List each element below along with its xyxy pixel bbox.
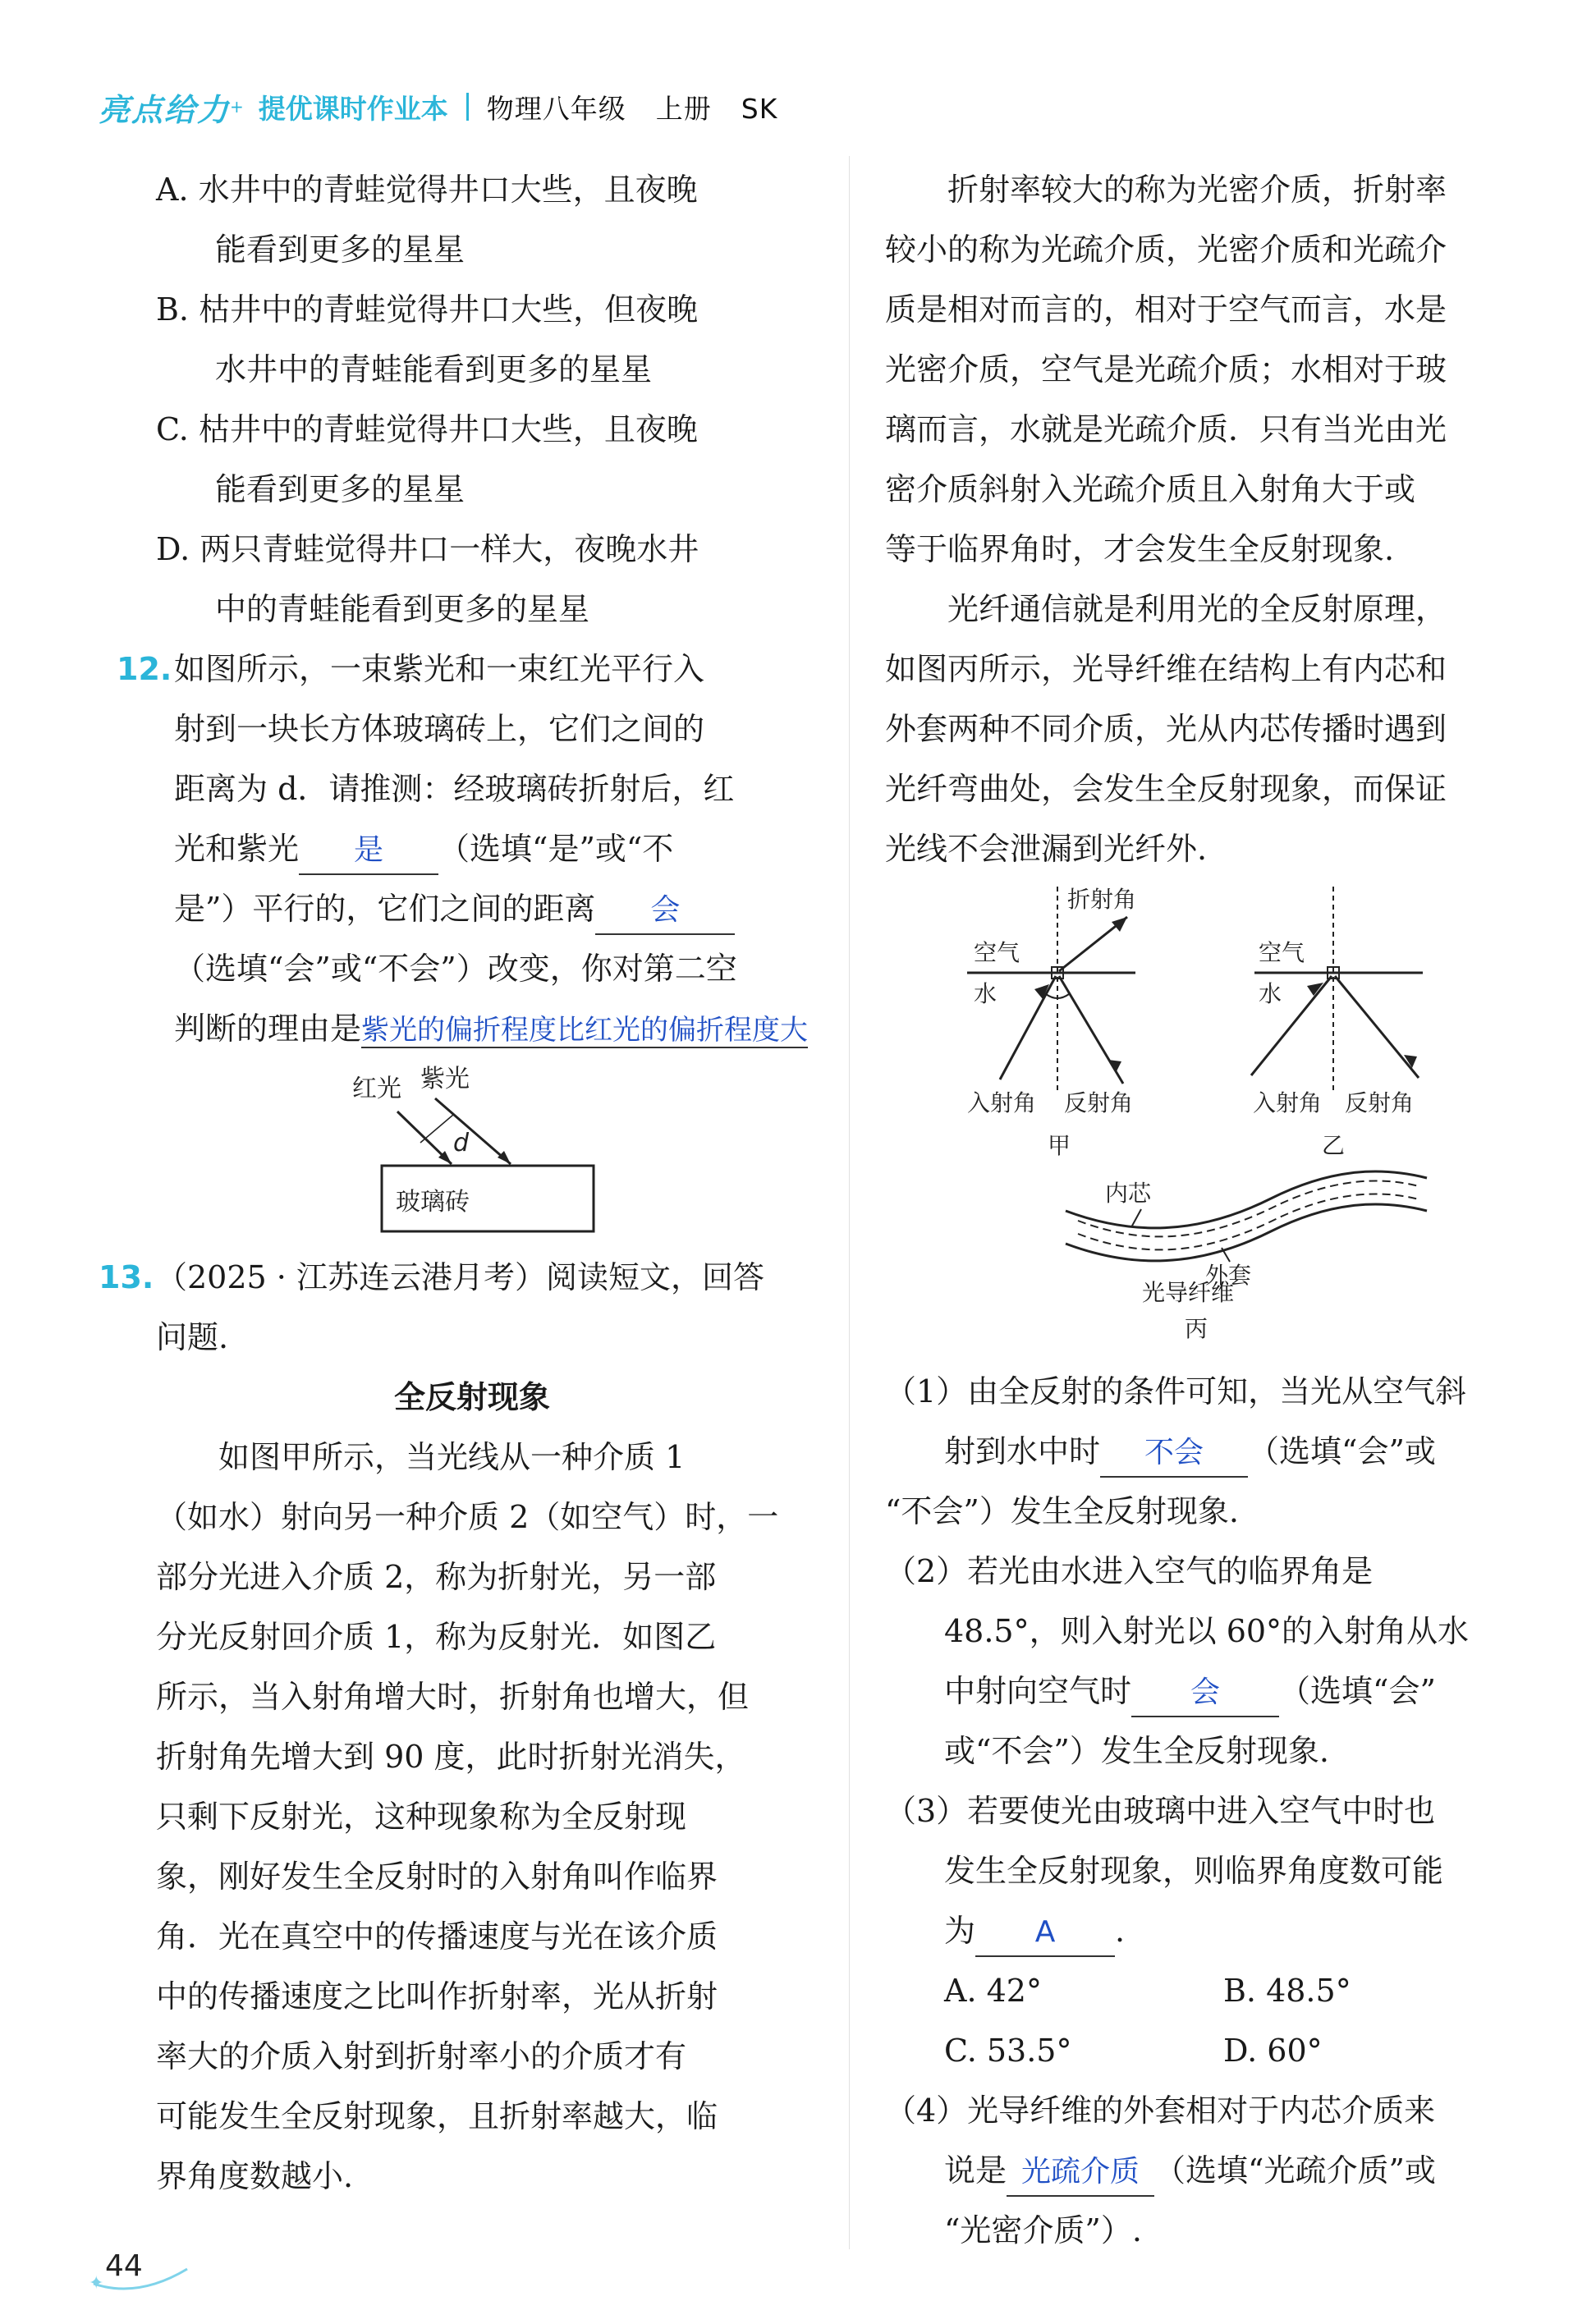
jia-incident-ray — [1000, 976, 1056, 1079]
bing-caption: 丙 — [1185, 1315, 1208, 1342]
p2-line: 质是相对而言的，相对于空气而言，水是 — [885, 291, 1447, 328]
p2-line: 等于临界角时，才会发生全反射现象. — [885, 531, 1395, 567]
q11-option-b-line1: B. 枯井中的青蛙觉得井口大些，但夜晚 — [156, 291, 699, 328]
p2-line: 光密介质，空气是光疏介质；水相对于玻 — [885, 351, 1447, 387]
jia-reflect-ray — [1059, 976, 1123, 1084]
q11-option-d-line2: 中的青蛙能看到更多的星星 — [215, 591, 590, 627]
p1-line: 率大的介质入射到折射率小的介质才有 — [156, 2038, 687, 2074]
s1-line3: “不会”）发生全反射现象. — [885, 1493, 1239, 1529]
p1-line: 分光反射回介质 1，称为反射光．如图乙 — [156, 1619, 717, 1655]
p1-line: 部分光进入介质 2，称为折射光，另一部 — [156, 1559, 717, 1595]
jia-incident-label: 入射角 — [967, 1089, 1037, 1116]
q13-figures — [885, 882, 1517, 1293]
fig-d-label: d — [453, 1129, 470, 1157]
q11-option-c-line2: 能看到更多的星星 — [215, 471, 466, 507]
p1-line: 可能发生全反射现象，且折射率越大，临 — [156, 2098, 718, 2134]
article-p2 — [885, 160, 1517, 580]
yi-reflect-ray — [1335, 976, 1419, 1078]
p1-line: 如图甲所示，当光线从一种介质 1 — [218, 1439, 686, 1475]
p1-line: 只剩下反射光，这种现象称为全反射现 — [156, 1799, 687, 1835]
article-p1 — [156, 1428, 788, 2207]
q11-options — [156, 160, 788, 639]
s3-line3b: . — [1115, 1913, 1126, 1949]
yi-reflect-label: 反射角 — [1345, 1089, 1415, 1116]
p1-line: 折射角先增大到 90 度，此时折射光消失， — [156, 1739, 746, 1775]
jia-air-label: 空气 — [974, 939, 1020, 966]
p1-line: 所示，当入射角增大时，折射角也增大，但 — [156, 1679, 750, 1715]
header-divider — [466, 93, 469, 121]
s3-option-c: C. 53.5° — [944, 2033, 1072, 2069]
q12-answer-1[interactable]: 是 — [299, 827, 438, 875]
q12-line4a: 光和紫光 — [174, 831, 300, 867]
brand-logo: 亮点给力 — [99, 91, 231, 128]
column-divider — [849, 156, 850, 2249]
p2-line: 较小的称为光疏介质，光密介质和光疏介 — [885, 231, 1447, 268]
q13-line2: 问题. — [156, 1319, 229, 1355]
s3-option-a: A. 42° — [944, 1973, 1042, 2009]
q11-option-a-line1: A. 水井中的青蛙觉得井口大些，且夜晚 — [156, 172, 698, 208]
edition: SK — [741, 92, 778, 125]
s4-line3: “光密介质”）. — [944, 2212, 1142, 2248]
s4-line2a: 说是 — [944, 2152, 1007, 2189]
volume: 上册 — [655, 92, 712, 125]
figure-yi — [1251, 887, 1423, 1159]
p3-line: 光纤弯曲处，会发生全反射现象，而保证 — [885, 771, 1447, 807]
left-column — [99, 160, 809, 2207]
s3-line3a: 为 — [944, 1913, 976, 1949]
series-title: 提优课时作业本 — [258, 92, 448, 125]
p1-line: （如水）射向另一种介质 2（如空气）时，一 — [156, 1499, 779, 1535]
bing-core-label: 内芯 — [1105, 1180, 1152, 1207]
p3-line: 如图丙所示，光导纤维在结构上有内芯和 — [885, 651, 1447, 687]
s2-answer[interactable]: 会 — [1131, 1670, 1279, 1717]
yi-caption: 乙 — [1322, 1132, 1346, 1159]
page-header — [99, 82, 807, 131]
bing-core-pointer — [1131, 1209, 1141, 1227]
q13-number: 13. — [99, 1259, 154, 1295]
jia-refract-arrow-icon — [1112, 917, 1127, 932]
q12-line3: 距离为 d．请推测：经玻璃砖折射后，红 — [174, 771, 735, 807]
jia-water-label: 水 — [974, 980, 998, 1007]
p3-line: 光纤通信就是利用光的全反射原理， — [947, 591, 1447, 627]
p1-line: 中的传播速度之比叫作折射率，光从折射 — [156, 1978, 718, 2015]
fig-purple-label: 紫光 — [420, 1065, 470, 1093]
q12-line1: 如图所示，一束紫光和一束红光平行入 — [174, 651, 705, 687]
s1-line1: （1）由全反射的条件可知，当光从空气斜 — [885, 1373, 1467, 1409]
p2-line: 折射率较大的称为光密介质，折射率 — [947, 172, 1447, 208]
s1-line2a: 射到水中时 — [944, 1433, 1101, 1469]
bing-jacket-label: 外套 — [1205, 1262, 1252, 1289]
q13-subquestions — [885, 1362, 1517, 2261]
article-title: 全反射现象 — [393, 1379, 550, 1415]
bing-fiber-label: 光导纤维 — [1142, 1279, 1235, 1306]
figure-jia — [967, 886, 1136, 1159]
page-number: 44 — [105, 2249, 143, 2283]
article-p3 — [885, 580, 1517, 879]
brand-sup: + — [230, 97, 244, 117]
s3-line1: （3）若要使光由玻璃中进入空气中时也 — [885, 1793, 1436, 1829]
sparkle-icon: ✦ — [89, 2273, 104, 2292]
fig-glass-label: 玻璃砖 — [396, 1188, 470, 1217]
fig-red-label: 红光 — [352, 1075, 401, 1103]
p2-line: 璃而言，水就是光疏介质．只有当光由光 — [885, 411, 1447, 447]
jia-caption: 甲 — [1048, 1132, 1071, 1159]
q11-option-c-line1: C. 枯井中的青蛙觉得井口大些，且夜晚 — [156, 411, 698, 447]
p3-line: 光线不会泄漏到光纤外. — [885, 831, 1208, 867]
q11-option-b-line2: 水井中的青蛙能看到更多的星星 — [215, 351, 653, 387]
s3-line2: 发生全反射现象，则临界角度数可能 — [944, 1853, 1444, 1889]
p2-line: 密介质斜射入光疏介质且入射角大于或 — [885, 471, 1416, 507]
q13-line1: （2025 · 江苏连云港月考）阅读短文，回答 — [156, 1259, 764, 1295]
q12-answer-2[interactable]: 会 — [595, 887, 735, 935]
q11-option-d-line1: D. 两只青蛙觉得井口一样大，夜晚水井 — [156, 531, 699, 567]
s4-line2b: （选填“光疏介质”或 — [1154, 2152, 1436, 2189]
s2-line2: 48.5°，则入射光以 60°的入射角从水 — [944, 1613, 1470, 1649]
jia-reflect-label: 反射角 — [1064, 1089, 1134, 1116]
bing-captions — [885, 1279, 1517, 1362]
s3-answer[interactable]: A — [975, 1909, 1115, 1957]
yi-incident-label: 入射角 — [1253, 1089, 1323, 1116]
s2-line4: 或“不会”）发生全反射现象. — [944, 1733, 1329, 1769]
s2-line3a: 中射向空气时 — [944, 1673, 1132, 1709]
p1-line: 象，刚好发生全反射时的入射角叫作临界 — [156, 1859, 718, 1895]
s4-answer[interactable]: 光疏介质 — [1007, 2149, 1154, 2197]
question-12 — [117, 639, 809, 1236]
subject: 物理八年级 — [486, 92, 626, 125]
jia-refr-label: 折射角 — [1067, 886, 1137, 913]
s4-line1: （4）光导纤维的外套相对于内芯介质来 — [885, 2092, 1436, 2129]
p3-line: 外套两种不同介质，光从内芯传播时遇到 — [885, 711, 1447, 747]
q12-number: 12. — [117, 651, 172, 687]
s1-answer[interactable]: 不会 — [1100, 1430, 1248, 1478]
p1-line: 界角度数越小. — [156, 2158, 354, 2194]
s2-line1: （2）若光由水进入空气的临界角是 — [885, 1553, 1374, 1589]
fig-d-marker — [420, 1115, 453, 1143]
q12-line6: （选填“会”或“不会”）改变，你对第二空 — [174, 951, 737, 987]
s3-option-b: B. 48.5° — [1223, 1973, 1351, 2009]
q11-option-a-line2: 能看到更多的星星 — [215, 231, 466, 268]
q12-line2: 射到一块长方体玻璃砖上，它们之间的 — [174, 711, 705, 747]
q12-line7a: 判断的理由是 — [174, 1011, 362, 1047]
s3-option-d: D. 60° — [1223, 2033, 1323, 2069]
p1-line: 角．光在真空中的传播速度与光在该介质 — [156, 1918, 718, 1955]
right-column — [885, 160, 1517, 2261]
yi-water-label: 水 — [1259, 980, 1282, 1007]
q12-figure — [174, 1064, 765, 1236]
q12-line4b: （选填“是”或“不 — [438, 831, 674, 867]
s1-line2b: （选填“会”或 — [1248, 1433, 1436, 1469]
figure-bing — [1066, 1171, 1427, 1289]
header-info — [487, 88, 808, 126]
q12-line5a: 是”）平行的，它们之间的距离 — [174, 891, 596, 927]
question-13 — [99, 1248, 788, 2207]
yi-air-label: 空气 — [1259, 939, 1305, 966]
s2-line3b: （选填“会” — [1279, 1673, 1436, 1709]
q12-answer-3[interactable]: 紫光的偏折程度比红光的偏折程度大 — [361, 1014, 809, 1047]
